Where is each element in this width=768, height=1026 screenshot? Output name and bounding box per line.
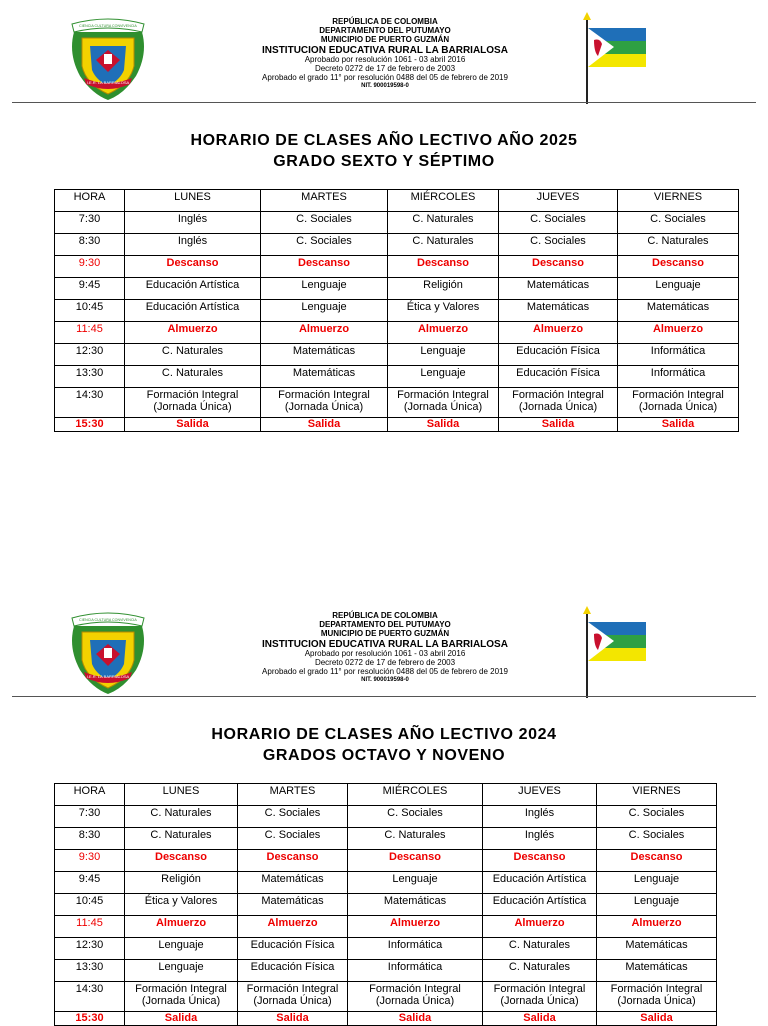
subject-cell: Educación Artística — [125, 300, 261, 322]
column-header: MIÉRCOLES — [348, 784, 483, 806]
subject-cell: C. Sociales — [261, 212, 388, 234]
subject-cell: C. Sociales — [499, 234, 618, 256]
subject-cell: C. Sociales — [261, 234, 388, 256]
table-row — [55, 894, 717, 916]
approval-line-3: Aprobado el grado 11° por resolución 0488 del 05 de febrero de 2019 — [262, 666, 508, 676]
schedule-table — [54, 189, 739, 432]
time-cell: 13:30 — [55, 366, 125, 388]
schedule-title — [0, 724, 768, 766]
column-header: LUNES — [125, 190, 261, 212]
subject-cell: Almuerzo — [238, 916, 348, 938]
schedule-table — [54, 783, 717, 1026]
subject-cell: Ética y Valores — [388, 300, 499, 322]
subject-cell: C. Naturales — [483, 938, 597, 960]
country-line: REPÚBLICA DE COLOMBIA — [332, 17, 438, 26]
crest-motto: CIENCIA CULTURA CONVIVENCIA — [79, 618, 137, 622]
table-header-row — [55, 190, 739, 212]
school-crest-icon — [64, 608, 152, 696]
table-row — [55, 828, 717, 850]
subject-cell: Matemáticas — [499, 300, 618, 322]
time-cell: 11:45 — [55, 322, 125, 344]
subject-cell: Almuerzo — [125, 322, 261, 344]
subject-cell: C. Sociales — [597, 806, 717, 828]
subject-cell: Almuerzo — [261, 322, 388, 344]
header-divider — [12, 102, 756, 103]
subject-cell: Salida — [618, 418, 739, 432]
crest-band: I.E.R. LA BARRIALOSA — [86, 674, 130, 679]
letterhead — [0, 594, 768, 700]
subject-cell: C. Naturales — [483, 960, 597, 982]
subject-cell: Descanso — [483, 850, 597, 872]
subject-cell: Formación Integral (Jornada Única) — [597, 982, 717, 1012]
subject-cell: C. Naturales — [125, 828, 238, 850]
subject-cell: Almuerzo — [483, 916, 597, 938]
table-row — [55, 418, 739, 432]
crest-band: I.E.R. LA BARRIALOSA — [86, 80, 130, 85]
municipality-line: MUNICIPIO DE PUERTO GUZMÁN — [320, 34, 450, 44]
subject-cell: Descanso — [348, 850, 483, 872]
table-row — [55, 960, 717, 982]
time-cell: 8:30 — [55, 234, 125, 256]
subject-cell: Matemáticas — [261, 366, 388, 388]
subject-cell: Descanso — [125, 850, 238, 872]
table-header-row — [55, 784, 717, 806]
subject-cell: Matemáticas — [618, 300, 739, 322]
country-line: REPÚBLICA DE COLOMBIA — [332, 611, 438, 620]
subject-cell: Informática — [348, 938, 483, 960]
subject-cell: Inglés — [125, 212, 261, 234]
time-cell: 11:45 — [55, 916, 125, 938]
table-row — [55, 322, 739, 344]
subject-cell: Formación Integral (Jornada Única) — [483, 982, 597, 1012]
subject-cell: Lenguaje — [597, 872, 717, 894]
table-row — [55, 366, 739, 388]
subject-cell: C. Naturales — [125, 344, 261, 366]
table-row — [55, 234, 739, 256]
time-cell: 9:45 — [55, 872, 125, 894]
subject-cell: Formación Integral (Jornada Única) — [388, 388, 499, 418]
letterhead-text — [230, 18, 540, 90]
subject-cell: Informática — [618, 366, 739, 388]
subject-cell: C. Sociales — [238, 806, 348, 828]
time-cell: 9:45 — [55, 278, 125, 300]
table-row — [55, 938, 717, 960]
subject-cell: Almuerzo — [597, 916, 717, 938]
schedule-title-line-2: GRADOS OCTAVO Y NOVENO — [262, 747, 506, 764]
column-header: VIERNES — [618, 190, 739, 212]
table-row — [55, 278, 739, 300]
approval-line-3: Aprobado el grado 11° por resolución 0488 del 05 de febrero de 2019 — [262, 72, 508, 82]
column-header: HORA — [55, 784, 125, 806]
column-header: MARTES — [261, 190, 388, 212]
time-cell: 15:30 — [55, 418, 125, 432]
subject-cell: Ética y Valores — [125, 894, 238, 916]
subject-cell: C. Sociales — [618, 212, 739, 234]
time-cell: 15:30 — [55, 1012, 125, 1026]
subject-cell: Salida — [238, 1012, 348, 1026]
subject-cell: Salida — [499, 418, 618, 432]
subject-cell: Informática — [348, 960, 483, 982]
subject-cell: Educación Artística — [483, 894, 597, 916]
subject-cell: C. Sociales — [499, 212, 618, 234]
subject-cell: Inglés — [125, 234, 261, 256]
time-cell: 9:30 — [55, 256, 125, 278]
time-cell: 14:30 — [55, 388, 125, 418]
subject-cell: Educación Artística — [483, 872, 597, 894]
subject-cell: Salida — [261, 418, 388, 432]
subject-cell: Educación Física — [499, 344, 618, 366]
school-crest-icon — [64, 14, 152, 102]
subject-cell: Lenguaje — [261, 278, 388, 300]
table-row — [55, 344, 739, 366]
nit-line: NIT. 900019598-0 — [361, 676, 409, 683]
subject-cell: Descanso — [499, 256, 618, 278]
schedule-title — [0, 130, 768, 172]
table-row — [55, 256, 739, 278]
subject-cell: Formación Integral (Jornada Única) — [348, 982, 483, 1012]
table-row — [55, 916, 717, 938]
subject-cell: Salida — [125, 1012, 238, 1026]
subject-cell: Matemáticas — [261, 344, 388, 366]
subject-cell: C. Sociales — [238, 828, 348, 850]
subject-cell: Formación Integral (Jornada Única) — [261, 388, 388, 418]
subject-cell: Descanso — [618, 256, 739, 278]
table-row — [55, 850, 717, 872]
subject-cell: Almuerzo — [125, 916, 238, 938]
subject-cell: Almuerzo — [388, 322, 499, 344]
table-row — [55, 300, 739, 322]
time-cell: 12:30 — [55, 938, 125, 960]
subject-cell: Salida — [388, 418, 499, 432]
subject-cell: Religión — [388, 278, 499, 300]
time-cell: 7:30 — [55, 212, 125, 234]
subject-cell: Formación Integral (Jornada Única) — [125, 388, 261, 418]
subject-cell: Matemáticas — [499, 278, 618, 300]
subject-cell: Educación Física — [238, 938, 348, 960]
column-header: VIERNES — [597, 784, 717, 806]
subject-cell: C. Naturales — [125, 806, 238, 828]
column-header: LUNES — [125, 784, 238, 806]
subject-cell: C. Naturales — [618, 234, 739, 256]
crest-motto: CIENCIA CULTURA CONVIVENCIA — [79, 24, 137, 28]
subject-cell: Matemáticas — [597, 960, 717, 982]
subject-cell: C. Naturales — [388, 212, 499, 234]
subject-cell: Educación Artística — [125, 278, 261, 300]
institution-name: INSTITUCION EDUCATIVA RURAL LA BARRIALOSA — [262, 638, 508, 650]
subject-cell: Formación Integral (Jornada Única) — [618, 388, 739, 418]
subject-cell: Inglés — [483, 828, 597, 850]
schedule-title-line-1: HORARIO DE CLASES AÑO LECTIVO AÑO 2025 — [190, 132, 578, 149]
subject-cell: Matemáticas — [238, 894, 348, 916]
department-line: DEPARTAMENTO DEL PUTUMAYO — [319, 619, 451, 629]
nit-line: NIT. 900019598-0 — [361, 82, 409, 89]
subject-cell: Matemáticas — [348, 894, 483, 916]
subject-cell: Matemáticas — [238, 872, 348, 894]
subject-cell: Salida — [483, 1012, 597, 1026]
subject-cell: Descanso — [388, 256, 499, 278]
subject-cell: Informática — [618, 344, 739, 366]
time-cell: 14:30 — [55, 982, 125, 1012]
subject-cell: Lenguaje — [597, 894, 717, 916]
subject-cell: Lenguaje — [348, 872, 483, 894]
subject-cell: Descanso — [597, 850, 717, 872]
subject-cell: C. Naturales — [125, 366, 261, 388]
time-cell: 13:30 — [55, 960, 125, 982]
time-cell: 10:45 — [55, 894, 125, 916]
table-row — [55, 212, 739, 234]
subject-cell: Educación Física — [238, 960, 348, 982]
subject-cell: C. Naturales — [348, 828, 483, 850]
approval-line-1: Aprobado por resolución 1061 - 03 abril 2016 — [304, 55, 466, 65]
time-cell: 8:30 — [55, 828, 125, 850]
column-header: JUEVES — [483, 784, 597, 806]
subject-cell: Lenguaje — [125, 938, 238, 960]
flag-icon — [582, 12, 652, 104]
subject-cell: Formación Integral (Jornada Única) — [125, 982, 238, 1012]
subject-cell: Almuerzo — [618, 322, 739, 344]
subject-cell: Religión — [125, 872, 238, 894]
subject-cell: Educación Física — [499, 366, 618, 388]
subject-cell: Formación Integral (Jornada Única) — [499, 388, 618, 418]
letterhead-text — [230, 612, 540, 684]
time-cell: 7:30 — [55, 806, 125, 828]
column-header: MIÉRCOLES — [388, 190, 499, 212]
approval-line-2: Decreto 0272 de 17 de febrero de 2003 — [314, 658, 456, 667]
schedule-title-line-2: GRADO SEXTO Y SÉPTIMO — [273, 153, 495, 170]
subject-cell: Lenguaje — [125, 960, 238, 982]
subject-cell: Inglés — [483, 806, 597, 828]
table-row — [55, 806, 717, 828]
subject-cell: Almuerzo — [499, 322, 618, 344]
table-row — [55, 982, 717, 1012]
subject-cell: Lenguaje — [388, 344, 499, 366]
subject-cell: Descanso — [238, 850, 348, 872]
time-cell: 12:30 — [55, 344, 125, 366]
subject-cell: Salida — [597, 1012, 717, 1026]
subject-cell: C. Sociales — [348, 806, 483, 828]
subject-cell: Salida — [348, 1012, 483, 1026]
subject-cell: Descanso — [125, 256, 261, 278]
subject-cell: Salida — [125, 418, 261, 432]
subject-cell: Matemáticas — [597, 938, 717, 960]
subject-cell: Almuerzo — [348, 916, 483, 938]
subject-cell: C. Naturales — [388, 234, 499, 256]
column-header: HORA — [55, 190, 125, 212]
approval-line-2: Decreto 0272 de 17 de febrero de 2003 — [314, 64, 456, 73]
header-divider — [12, 696, 756, 697]
subject-cell: Lenguaje — [388, 366, 499, 388]
department-line: DEPARTAMENTO DEL PUTUMAYO — [319, 25, 451, 35]
table-row — [55, 872, 717, 894]
subject-cell: Descanso — [261, 256, 388, 278]
letterhead — [0, 0, 768, 106]
column-header: MARTES — [238, 784, 348, 806]
subject-cell: C. Sociales — [597, 828, 717, 850]
subject-cell: Lenguaje — [618, 278, 739, 300]
table-row — [55, 1012, 717, 1026]
flag-icon — [582, 606, 652, 698]
institution-name: INSTITUCION EDUCATIVA RURAL LA BARRIALOSA — [262, 44, 508, 56]
time-cell: 9:30 — [55, 850, 125, 872]
subject-cell: Lenguaje — [261, 300, 388, 322]
column-header: JUEVES — [499, 190, 618, 212]
subject-cell: Formación Integral (Jornada Única) — [238, 982, 348, 1012]
approval-line-1: Aprobado por resolución 1061 - 03 abril 2016 — [304, 649, 466, 659]
table-row — [55, 388, 739, 418]
time-cell: 10:45 — [55, 300, 125, 322]
municipality-line: MUNICIPIO DE PUERTO GUZMÁN — [320, 628, 450, 638]
schedule-title-line-1: HORARIO DE CLASES AÑO LECTIVO 2024 — [211, 726, 557, 743]
